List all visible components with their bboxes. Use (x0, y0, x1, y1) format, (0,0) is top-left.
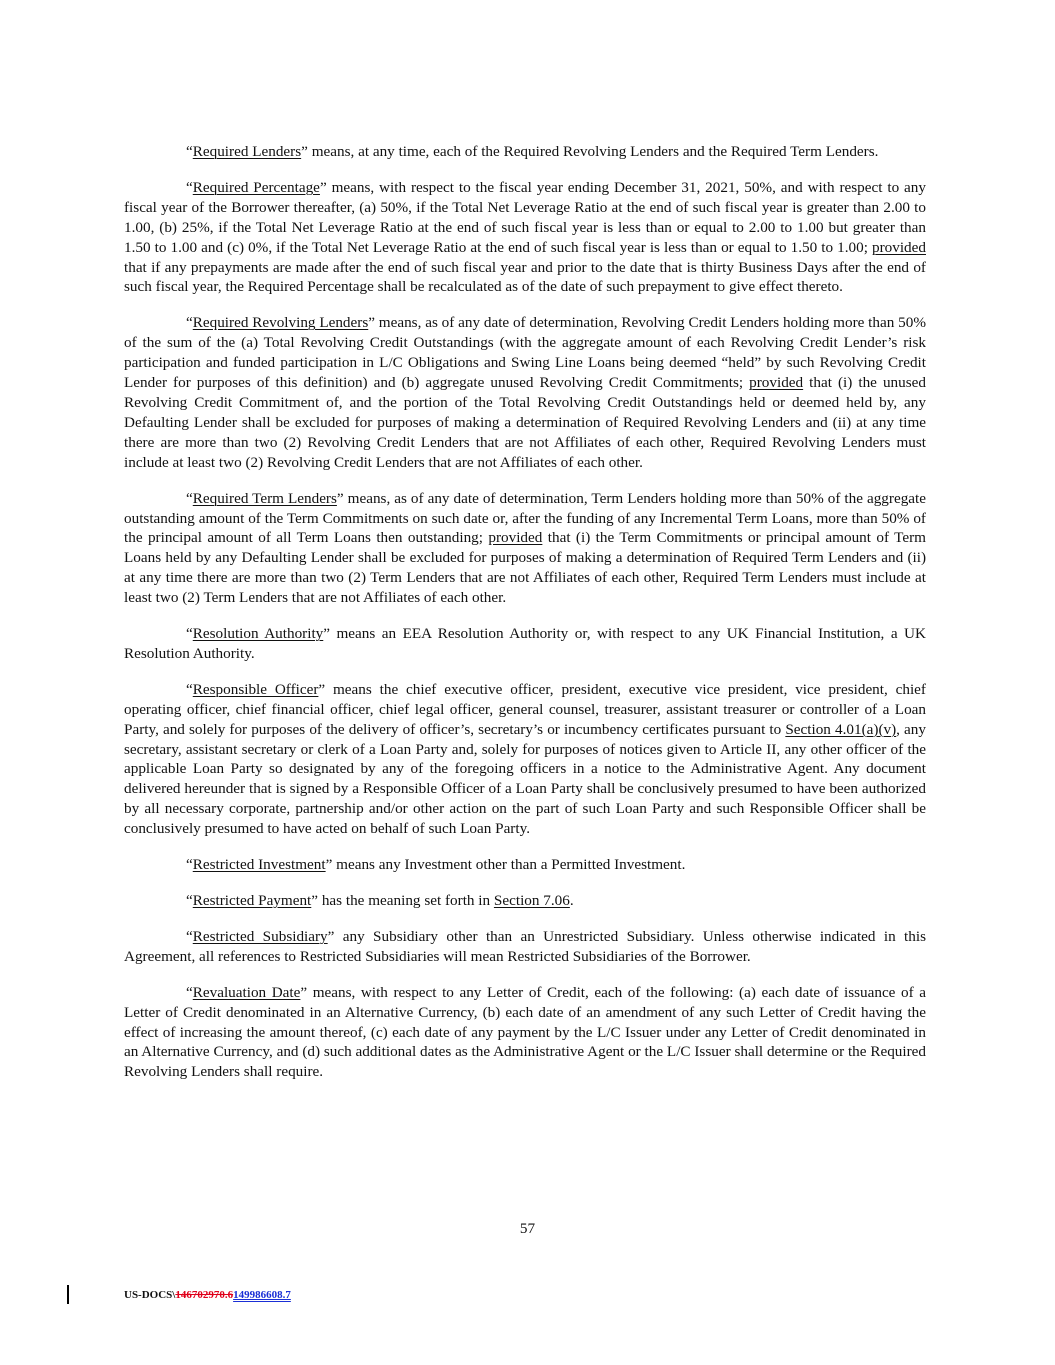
definition-text: that (i) the Term Commitments or principal amount of Term Loans held by any Defaulting Lender shall be excluded for purposes of making a determination of Required Term Lenders and (ii) at any time there are more than two (2) Term Lenders that are not Affiliates of each other, Required Term Lenders must include at least two (2) Term Lenders that are not Affiliates of each other. (124, 529, 926, 607)
definition-paragraph: “Required Percentage” means, with respect to the fiscal year ending December 31, 2021, 50%, and with respect to any fiscal year of the Borrower thereafter, (a) 50%, if the Total Net Leverage Ratio at the end of such fiscal year is greater than 2.00 to 1.00, (b) 25%, if the Total Net Leverage Ratio at the end of such fiscal year is less than or equal to 2.00 to 1.00 but greater than 1.50 to 1.00 and (c) 0%, if the Total Net Leverage Ratio at the end of such fiscal year is less than or equal to 1.50 to 1.00; provided that if any prepayments are made after the end of such fiscal year and prior to the date that is thirty Business Days after the end of such fiscal year, the Required Percentage shall be recalculated as of the date of such prepayment to give effect thereto. (124, 178, 926, 296)
document-footer (124, 1288, 291, 1302)
definition-paragraph: “Restricted Payment” has the meaning set forth in Section 7.06. (186, 892, 574, 909)
definition-text: has the meaning set forth in (318, 892, 494, 909)
underlined-reference: Section 7.06 (493, 892, 570, 909)
defined-term: Resolution Authority (192, 625, 324, 643)
definition-text: that if any prepayments are made after the end of such fiscal year and prior to the date that is thirty Business Days after the end of such fiscal year, the Required Percentage shall be recalculated as of the date of such prepayment to give effect thereto. (124, 258, 926, 296)
definition-text: means an EEA Resolution Authority or, with respect to any UK Financial Institution, a UK Resolution Authority. (124, 625, 926, 662)
underlined-reference: Section 4.01(a)(v) (785, 720, 897, 738)
definition-text: , any secretary, assistant secretary or clerk of a Loan Party and, solely for purposes of notices given to Article II, any other officer of the applicable Loan Party so designated by any of the foregoing officers in a notice to the Administrative Agent. Any document delivered hereunder that is signed by a Responsible Officer of a Loan Party shall be conclusively presumed to have been authorized by all necessary corporate, partnership and/or other action on the part of such Loan Party and such Responsible Officer shall be conclusively presumed to have acted on behalf of such Loan Party. (124, 720, 926, 838)
definition-text: means, at any time, each of the Required Revolving Lenders and the Required Term Lenders. (307, 143, 879, 160)
footer-deleted-id: 146702970.6 (175, 1289, 234, 1301)
defined-term: Restricted Investment (192, 856, 326, 874)
definition-paragraph: “Restricted Investment” means any Investment other than a Permitted Investment. (186, 856, 686, 874)
defined-term: Required Revolving Lenders (192, 314, 369, 332)
definition-text: means the chief executive officer, president, executive vice president, vice president, chief operating officer, chief financial officer, chief legal officer, general counsel, treasurer, assistant treasurer or controller of a Loan Party, and solely for purposes of the delivery of officer’s, secretary’s or incumbency certificates pursuant to (124, 680, 926, 738)
underlined-reference: provided (488, 529, 543, 547)
definition-paragraph: “Responsible Officer” means the chief executive officer, president, executive vice president, vice president, chief operating officer, chief financial officer, chief legal officer, general counsel, treasurer, assistant treasurer or controller of a Loan Party, and solely for purposes of the delivery of officer’s, secretary’s or incumbency certificates pursuant to Section 4.01(a)(v), any secretary, assistant secretary or clerk of a Loan Party and, solely for purposes of notices given to Article II, any other officer of the applicable Loan Party so designated by any of the foregoing officers in a notice to the Administrative Agent. Any document delivered hereunder that is signed by a Responsible Officer of a Loan Party shall be conclusively presumed to have been authorized by all necessary corporate, partnership and/or other action on the part of such Loan Party and such Responsible Officer shall be conclusively presumed to have acted on behalf of such Loan Party. (124, 680, 926, 838)
definition-paragraph: “Required Lenders” means, at any time, each of the Required Revolving Lenders and the Required Term Lenders. (186, 143, 879, 160)
definition-text: . (569, 892, 574, 909)
defined-term: Restricted Payment (192, 892, 312, 909)
underlined-reference: provided (872, 238, 926, 256)
definition-text: means any Investment other than a Permitted Investment. (332, 856, 686, 874)
definition-paragraph: “Revaluation Date” means, with respect to any Letter of Credit, each of the following: (a) each date of issuance of a Letter of Credit denominated in an Alternative Currency, (b) each date of an amendment of any such Letter of Credit having the effect of increasing the amount thereof, (c) each date of any payment by the L/C Issuer under any Letter of Credit denominated in an Alternative Currency, and (d) such additional dates as the Administrative Agent or the L/C Issuer shall determine or the Required Revolving Lenders shall require. (124, 983, 926, 1081)
footer-doc-prefix: US-DOCS\ (124, 1289, 176, 1301)
defined-term: Restricted Subsidiary (192, 927, 328, 945)
underlined-reference: provided (749, 374, 804, 392)
defined-term: Required Lenders (192, 143, 302, 160)
definition-text: any Subsidiary other than an Unrestricted Subsidiary. Unless otherwise indicated in this Agreement, all references to Restricted Subsidiaries will mean Restricted Subsidiaries of the Borrower. (124, 927, 926, 965)
footer-inserted-id: 149986608.7 (233, 1289, 291, 1301)
definition-paragraph: “Restricted Subsidiary” any Subsidiary other than an Unrestricted Subsidiary. Unless otherwise indicated in this Agreement, all references to Restricted Subsidiaries will mean Restricted Subsidiaries of the Borrower. (124, 927, 926, 965)
definition-text: means, with respect to the fiscal year ending December 31, 2021, 50%, and with respect to any fiscal year of the Borrower thereafter, (a) 50%, if the Total Net Leverage Ratio at the end of such fiscal year is greater than 2.00 to 1.00, (b) 25%, if the Total Net Leverage Ratio at the end of such fiscal year is less than or equal to 2.00 to 1.00 but greater than 1.50 to 1.00 and (c) 0%, if the Total Net Leverage Ratio at the end of such fiscal year is less than or equal to 1.50 to 1.00; (124, 178, 926, 256)
defined-term: Responsible Officer (192, 680, 319, 698)
definition-paragraph: “Resolution Authority” means an EEA Resolution Authority or, with respect to any UK Financial Institution, a UK Resolution Authority. (124, 625, 926, 662)
definition-text: means, with respect to any Letter of Credit, each of the following: (a) each date of issuance of a Letter of Credit denominated in an Alternative Currency, (b) each date of an amendment of any such Letter of Credit having the effect of increasing the amount thereof, (c) each date of any payment by the L/C Issuer under any Letter of Credit denominated in an Alternative Currency, and (d) such additional dates as the Administrative Agent or the L/C Issuer shall determine or the Required Revolving Lenders shall require. (124, 983, 926, 1081)
defined-term: Revaluation Date (192, 983, 301, 1001)
defined-term: Required Percentage (192, 178, 320, 196)
definitions-body (124, 142, 926, 1098)
definition-text: means, as of any date of determination, Term Lenders holding more than 50% of the aggregate outstanding amount of the Term Commitments on such date or, after the funding of any Incremental Term Loans, more than 50% of the principal amount of all Term Loans then outstanding; (124, 489, 926, 547)
change-bar (67, 1285, 69, 1304)
definition-text: that (i) the unused Revolving Credit Commitment of, and the portion of the Total Revolving Credit Outstandings held or deemed held by, any Defaulting Lender shall be excluded for purposes of making a determination of Required Revolving Lenders and (ii) at any time there are more than two (2) Revolving Credit Lenders that are not Affiliates of each other, Required Revolving Lenders must include at least two (2) Revolving Credit Lenders that are not Affiliates of each other. (124, 374, 926, 471)
page-number: 57 (519, 1220, 536, 1237)
definition-text: means, as of any date of determination, Revolving Credit Lenders holding more than 50% of the sum of the (a) Total Revolving Credit Outstandings (with the aggregate amount of each Revolving Credit Lender’s risk participation and funded participation in L/C Obligations and Swing Line Loans being deemed “held” by such Revolving Credit Lender for purposes of this definition) and (b) aggregate unused Revolving Credit Commitments; (124, 314, 926, 392)
defined-term: Required Term Lenders (192, 489, 337, 507)
definition-paragraph: “Required Term Lenders” means, as of any date of determination, Term Lenders holding more than 50% of the aggregate outstanding amount of the Term Commitments on such date or, after the funding of any Incremental Term Loans, more than 50% of the principal amount of all Term Loans then outstanding; provided that (i) the Term Commitments or principal amount of Term Loans held by any Defaulting Lender shall be excluded for purposes of making a determination of Required Term Lenders and (ii) at any time there are more than two (2) Term Lenders that are not Affiliates of each other, Required Term Lenders must include at least two (2) Term Lenders that are not Affiliates of each other. (124, 489, 926, 607)
definition-paragraph: “Required Revolving Lenders” means, as of any date of determination, Revolving Credit Lenders holding more than 50% of the sum of the (a) Total Revolving Credit Outstandings (with the aggregate amount of each Revolving Credit Lender’s risk participation and funded participation in L/C Obligations and Swing Line Loans being deemed “held” by such Revolving Credit Lender for purposes of this definition) and (b) aggregate unused Revolving Credit Commitments; provided that (i) the unused Revolving Credit Commitment of, and the portion of the Total Revolving Credit Outstandings held or deemed held by, any Defaulting Lender shall be excluded for purposes of making a determination of Required Revolving Lenders and (ii) at any time there are more than two (2) Revolving Credit Lenders that are not Affiliates of each other, Required Revolving Lenders must include at least two (2) Revolving Credit Lenders that are not Affiliates of each other. (124, 314, 926, 471)
